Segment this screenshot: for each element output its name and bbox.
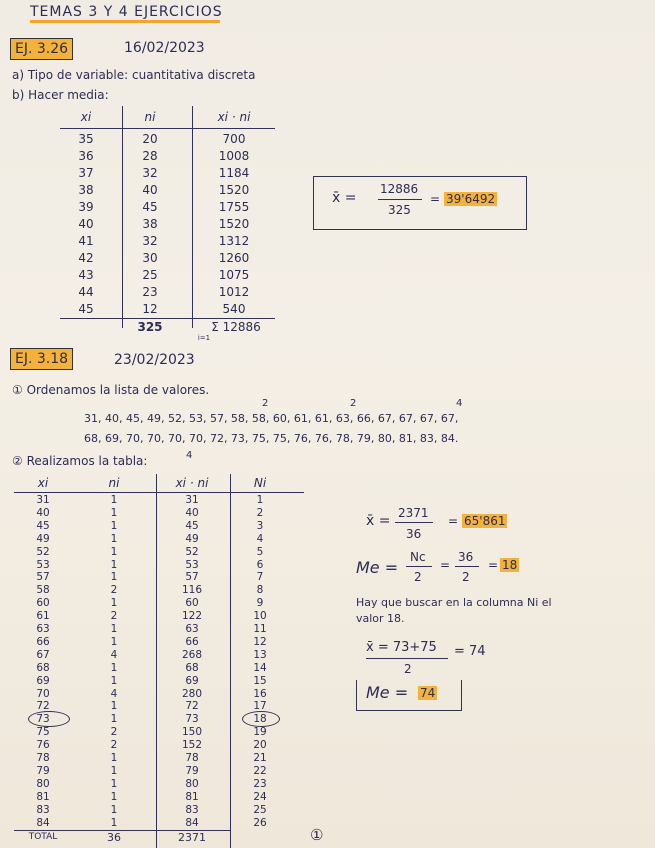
ex2-table-cell: 57 (36, 571, 50, 584)
ex2-header-cell: Ni (253, 476, 267, 490)
ex2-step2: ② Realizamos la tabla: (12, 454, 148, 468)
ex1-mean-result: 39'6492 (446, 192, 496, 206)
ex2-total-label: TOTAL (28, 832, 58, 843)
ex2-table-cell: 20 (253, 739, 267, 752)
ex2-table (14, 474, 304, 848)
ex1-table-cell: 1260 (218, 251, 250, 265)
ex2-table-cell: 14 (253, 661, 267, 674)
ex2-mean-eq: = (448, 514, 459, 528)
ex2-table-cell: 1 (110, 764, 118, 777)
ex2-col-rule (156, 474, 157, 848)
ex2-me-f1-num: Nc (410, 550, 426, 564)
ex2-table-cell: 81 (185, 790, 199, 803)
ex2-table-cell: 1 (110, 816, 118, 829)
ex2-table-cell: 1 (110, 752, 118, 764)
ex2-table-cell: 63 (36, 623, 50, 635)
ex2-total-ni: 36 (107, 831, 121, 845)
ex2-table-cell: 2 (256, 506, 264, 519)
ex2-table-cell: 12 (253, 635, 267, 648)
ex2-table-cell: 1 (110, 674, 118, 687)
ex2-avg-num: x̄ = 73+75 (366, 640, 437, 655)
ex2-table-cell: 2 (110, 726, 118, 739)
ex2-table-cell: 68 (185, 661, 199, 674)
ex1-line-b: b) Hacer media: (12, 88, 109, 102)
ex2-table-cell: 11 (253, 623, 267, 635)
ex2-table-cell: 1 (110, 713, 118, 726)
ex2-table-cell: 31 (36, 494, 50, 506)
ex1-table-cell: 12 (142, 302, 158, 316)
ex2-table-cell: 53 (185, 558, 199, 571)
ex1-sum-sub: i=1 (197, 334, 211, 342)
ex2-table-cell: 1 (110, 506, 118, 519)
ex2-table-cell: 3 (256, 519, 264, 532)
ex1-header-cell: xi · ni (217, 110, 251, 124)
ex2-mean-prefix: x̄ = (366, 513, 391, 529)
ex2-table-cell: 1 (110, 803, 118, 816)
ex1-table-cell: 1520 (218, 217, 250, 231)
ex2-final-result: 74 (420, 686, 436, 700)
ex1-table-cell: 1520 (218, 183, 250, 197)
ex2-table-cell: 76 (36, 739, 50, 752)
ex2-table-cell: 7 (256, 571, 264, 584)
ex1-table-cell: 540 (222, 302, 246, 316)
ex1-table-cell: 45 (78, 302, 94, 316)
ex2-note-line2: valor 18. (356, 612, 405, 625)
ex2-table-cell: 22 (253, 764, 267, 777)
ex2-table-cell: 4 (256, 532, 264, 545)
ex2-table-cell: 6 (256, 558, 264, 571)
ex1-mean-prefix: x̄ = (332, 190, 357, 206)
ex2-me-eq2: = (488, 558, 499, 572)
ex2-table-cell: 152 (181, 739, 203, 752)
ex2-table-cell: 66 (185, 635, 199, 648)
ex2-table-cell: 78 (36, 752, 50, 764)
ex2-table-cell: 1 (110, 700, 118, 713)
ex1-table-cell: 20 (142, 132, 158, 146)
ex2-me-prefix: Me = (356, 558, 399, 577)
ex1-table-cell: 45 (142, 200, 158, 214)
ex1-table-cell: 38 (142, 217, 158, 231)
ex2-table-cell: 72 (185, 700, 199, 713)
ex1-header-rule (60, 128, 275, 129)
ex1-table-cell: 42 (78, 251, 94, 265)
ex2-table-cell: 4 (110, 648, 118, 661)
page-number: ① (310, 826, 324, 844)
ex2-table-cell: 1 (110, 623, 118, 635)
ex1-frac-line (378, 199, 422, 200)
ex2-table-cell: 81 (36, 790, 50, 803)
ex2-mean-result: 65'861 (464, 514, 506, 528)
ex1-table-cell: 700 (222, 132, 246, 146)
ex2-table-cell: 66 (36, 635, 50, 648)
ex2-table-cell: 79 (36, 764, 50, 777)
ex2-avg-den: 2 (404, 662, 412, 676)
ex2-header-cell: ni (108, 476, 120, 490)
ex2-table-cell: 1 (256, 494, 264, 506)
ex2-brace-3: 4 (456, 398, 463, 409)
ex2-table-cell: 1 (110, 635, 118, 648)
ex2-table-cell: 49 (36, 532, 50, 545)
ex1-table-cell: 44 (78, 285, 94, 299)
ex1-table-cell: 1755 (218, 200, 250, 214)
ex1-table-cell: 32 (142, 234, 158, 248)
ex1-table-cell: 1075 (218, 268, 250, 282)
ex2-table-cell: 1 (110, 545, 118, 558)
ex1-table-cell: 38 (78, 183, 94, 197)
ex2-table-cell: 31 (185, 494, 199, 506)
ex2-me-f1-den: 2 (414, 570, 422, 584)
ex2-table-cell: 1 (110, 571, 118, 584)
ex2-table-cell: 57 (185, 571, 199, 584)
ex2-final-prefix: Me = (366, 683, 409, 702)
ex1-col-rule (122, 106, 123, 328)
ex2-table-cell: 63 (185, 623, 199, 635)
ex2-me-f2-num: 36 (458, 550, 474, 564)
ex1-mean-num: 12886 (380, 182, 419, 196)
ex2-avg-frac (366, 658, 448, 659)
ex2-total-sum: 2371 (178, 831, 206, 845)
ex2-me-f1-line (406, 566, 432, 567)
ex1-total-ni: 325 (137, 320, 163, 334)
ex1-header-cell: xi (80, 110, 92, 124)
ex2-table-cell: 73 (36, 713, 50, 726)
ex2-table-cell: 13 (253, 648, 267, 661)
ex2-table-cell: 1 (110, 519, 118, 532)
ex1-table (60, 106, 275, 346)
ex1-table-cell: 1008 (218, 149, 250, 163)
ex1-table-cell: 43 (78, 268, 94, 282)
ex2-col-rule (230, 474, 231, 848)
ex2-table-cell: 69 (185, 674, 199, 687)
ex2-avg-result: = 74 (454, 644, 486, 659)
ex1-total-rule (60, 318, 275, 319)
ex1-table-cell: 40 (78, 217, 94, 231)
ex1-line-a: a) Tipo de variable: cuantitativa discreta (12, 68, 256, 82)
ex2-table-cell: 58 (36, 584, 50, 597)
ex2-table-cell: 83 (36, 803, 50, 816)
ex1-table-cell: 39 (78, 200, 94, 214)
ex2-table-cell: 2 (110, 584, 118, 597)
title-underline (30, 20, 220, 23)
ex2-table-cell: 1 (110, 494, 118, 506)
ex2-table-cell: 2 (110, 739, 118, 752)
ex1-table-cell: 36 (78, 149, 94, 163)
ex1-table-cell: 32 (142, 166, 158, 180)
ex1-table-cell: 1012 (218, 285, 250, 299)
ex2-table-cell: 122 (181, 610, 203, 623)
ex1-total-sum: Σ 12886 (211, 320, 261, 334)
ex2-table-cell: 1 (110, 558, 118, 571)
ex2-mean-num: 2371 (398, 506, 429, 520)
ex2-table-cell: 18 (253, 713, 267, 726)
ex2-note-line1: Hay que buscar en la columna Ni el (356, 596, 552, 609)
ex2-table-cell: 15 (253, 674, 267, 687)
ex2-table-cell: 10 (253, 610, 267, 623)
ex2-table-cell: 1 (110, 597, 118, 610)
ex2-table-cell: 8 (256, 584, 264, 597)
ex2-table-cell: 26 (253, 816, 267, 829)
ex2-table-cell: 60 (185, 597, 199, 610)
ex2-me-f2-line (455, 566, 479, 567)
ex2-table-cell: 67 (36, 648, 50, 661)
ex2-mean-frac (395, 522, 433, 523)
ex2-table-cell: 1 (110, 777, 118, 790)
ex2-list-line1: 31, 40, 45, 49, 52, 53, 57, 58, 58, 60, 61, 61, 63, 66, 67, 67, 67, 67, (84, 412, 459, 425)
ex2-brace-2: 2 (350, 398, 357, 409)
ex2-mean-den: 36 (406, 527, 422, 541)
ex1-label: EJ. 3.26 (10, 38, 73, 60)
ex2-table-cell: 45 (185, 519, 199, 532)
ex1-header-cell: ni (144, 110, 156, 124)
ex1-table-cell: 25 (142, 268, 158, 282)
ex2-table-cell: 52 (36, 545, 50, 558)
ex2-table-cell: 19 (253, 726, 267, 739)
ex2-table-cell: 68 (36, 661, 50, 674)
ex1-date: 16/02/2023 (124, 40, 205, 56)
ex1-table-cell: 30 (142, 251, 158, 265)
ex2-table-cell: 25 (253, 803, 267, 816)
ex2-table-cell: 52 (185, 545, 199, 558)
ex1-table-cell: 1312 (218, 234, 250, 248)
ex2-table-cell: 73 (185, 713, 199, 726)
ex2-me-eq1: = (440, 558, 451, 572)
ex2-table-cell: 80 (36, 777, 50, 790)
ex2-table-cell: 1 (110, 790, 118, 803)
ex1-table-cell: 35 (78, 132, 94, 146)
ex1-table-cell: 40 (142, 183, 158, 197)
ex1-table-cell: 41 (78, 234, 94, 248)
ex2-date: 23/02/2023 (114, 352, 195, 368)
ex2-list-line2: 68, 69, 70, 70, 70, 70, 72, 73, 75, 75, 76, 76, 78, 79, 80, 81, 83, 84. (84, 432, 459, 445)
ex1-mean-den: 325 (388, 203, 411, 217)
ex2-table-cell: 70 (36, 687, 50, 700)
ex2-table-cell: 80 (185, 777, 199, 790)
ex2-table-cell: 72 (36, 700, 50, 713)
ex1-table-cell: 1184 (218, 166, 250, 180)
ex2-table-cell: 49 (185, 532, 199, 545)
ex2-table-cell: 40 (36, 506, 50, 519)
ex2-table-cell: 83 (185, 803, 199, 816)
ex2-table-cell: 78 (185, 752, 199, 764)
ex2-me-result: 18 (502, 558, 518, 572)
ex2-table-cell: 69 (36, 674, 50, 687)
page-title: TEMAS 3 Y 4 EJERCICIOS (30, 4, 223, 20)
ex2-table-cell: 84 (185, 816, 199, 829)
ex2-table-cell: 61 (36, 610, 50, 623)
ex2-header-cell: xi (37, 476, 49, 490)
ex2-brace-1: 2 (262, 398, 269, 409)
ex2-header-rule (14, 492, 304, 493)
ex2-table-cell: 40 (185, 506, 199, 519)
ex1-equals: = (430, 192, 441, 206)
ex2-table-cell: 75 (36, 726, 50, 739)
ex2-step1: ① Ordenamos la lista de valores. (12, 383, 210, 397)
ex2-table-cell: 5 (256, 545, 264, 558)
ex2-table-cell: 268 (181, 648, 203, 661)
ex2-label: EJ. 3.18 (10, 348, 73, 370)
ex2-brace-4: 4 (186, 450, 193, 461)
ex2-table-cell: 1 (110, 661, 118, 674)
ex1-table-cell: 28 (142, 149, 158, 163)
ex2-table-cell: 116 (181, 584, 203, 597)
ex2-table-cell: 53 (36, 558, 50, 571)
ex2-table-cell: 4 (110, 687, 118, 700)
ex2-table-cell: 1 (110, 532, 118, 545)
ex2-table-cell: 24 (253, 790, 267, 803)
ex1-table-cell: 23 (142, 285, 158, 299)
ex2-table-cell: 9 (256, 597, 264, 610)
ex2-me-f2-den: 2 (462, 570, 470, 584)
ex2-table-cell: 16 (253, 687, 267, 700)
ex2-header-cell: xi · ni (175, 476, 209, 490)
ex2-table-cell: 21 (253, 752, 267, 764)
ex1-col-rule (192, 106, 193, 328)
ex2-table-cell: 150 (181, 726, 203, 739)
ex2-table-cell: 2 (110, 610, 118, 623)
ex2-table-cell: 84 (36, 816, 50, 829)
ex2-table-cell: 60 (36, 597, 50, 610)
ex2-table-cell: 280 (181, 687, 203, 700)
ex2-table-cell: 17 (253, 700, 267, 713)
ex1-table-cell: 37 (78, 166, 94, 180)
ex2-table-cell: 79 (185, 764, 199, 777)
ex2-table-cell: 23 (253, 777, 267, 790)
ex2-table-cell: 45 (36, 519, 50, 532)
